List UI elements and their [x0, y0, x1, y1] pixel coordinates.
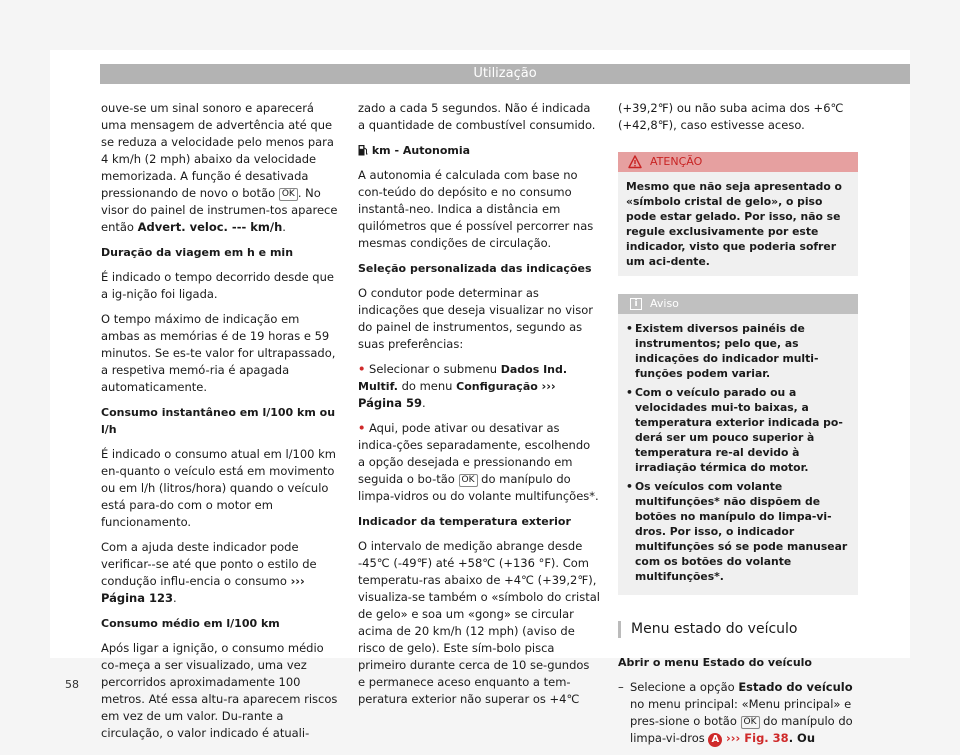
column-1	[101, 100, 341, 750]
paragraph: ouve-se um sinal sonoro e aparecerá uma mensagem de advertência até que se reduza a velocidade pelo menos para 4 km/h (2 mph) abaixo da velocidade memorizada. A função é desativada pressionando de novo o botão OK . No visor do painel de instrumen-tos aparece então Advert. veloc. --- km/h.	[101, 101, 338, 234]
info-list	[618, 314, 858, 595]
bullet-icon: •	[358, 421, 366, 435]
warning-triangle-icon	[628, 155, 642, 169]
info-item: • Os veículos com volante multifunções* não dispõem de botões no manípulo do limpa-vi-dros. Por isso, o indicador multifunções só se pode manusear com os botões do volante multifunções*.	[626, 479, 850, 584]
subheading: Indicador da temperatura exterior	[358, 515, 571, 528]
page	[50, 50, 910, 745]
paragraph: É indicado o tempo decorrido desde que a ig-nição foi ligada.	[101, 270, 334, 301]
subheading: km - Autonomia	[358, 142, 600, 159]
paragraph: O condutor pode determinar as indicações que deseja visualizar no visor do painel de instrumentos, segundo as suas preferências:	[358, 286, 594, 351]
paragraph: A autonomia é calculada com base no con-teúdo do depósito e no consumo instantâ-neo. Indica a distância em quilómetros que é possível percorrer nas mesmas condições de circulação.	[358, 168, 594, 250]
subheading: Consumo médio em l/100 km	[101, 617, 280, 630]
figure-link[interactable]: ››› Fig. 38	[726, 731, 789, 745]
ok-button-symbol: OK	[741, 716, 760, 729]
info-item: • Existem diversos painéis de instrumentos; pelo que, as indicações do indicador multi-funções podem variar.	[626, 321, 850, 381]
subheading: Abrir o menu Estado do veículo	[618, 656, 812, 669]
paragraph: Com a ajuda deste indicador pode verificar--se até que ponto o estilo de condução influ-encia o consumo ››› Página 123.	[101, 540, 317, 605]
warning-box	[618, 152, 858, 276]
paragraph: É indicado o consumo atual em l/100 km en-quanto o veículo está em movimento ou em l/h (litros/hora) quando o veículo está para-do com o motor em funcionamento.	[101, 447, 336, 529]
step-item: – Selecione a opção Estado do veículo no menu principal: «Menu principal» e pres-sione o botão OK do manípulo do limpa-vi-dros A ››› Fig. 38. Ou	[618, 679, 858, 747]
fuel-pump-icon	[358, 144, 368, 156]
page-header	[100, 64, 910, 84]
ok-button-symbol: OK	[279, 188, 298, 201]
info-box	[618, 294, 858, 595]
warning-text: Mesmo que não seja apresentado o «símbolo cristal de gelo», o piso pode estar gelado. Por isso, não se regule exclusivamente por este indicador, visto que poderia sofrer um aci-dente.	[626, 180, 842, 268]
paragraph: zado a cada 5 segundos. Não é indicada a quantidade de combustível consumido.	[358, 101, 596, 132]
list-item: • Aqui, pode ativar ou desativar as indica-ções separadamente, escolhendo a opção desejada e pressionando em seguida o bo-tão OK do manípulo do limpa-vidros ou do volante multifunções*.	[358, 421, 599, 503]
subheading: Duração da viagem em h e min	[101, 246, 294, 259]
page-number: 58	[65, 678, 79, 691]
subheading: Consumo instantâneo em l/100 km ou l/h	[101, 406, 336, 436]
bullet-icon: •	[358, 362, 366, 376]
section-title: Menu estado do veículo	[618, 621, 858, 638]
column-3	[618, 100, 858, 755]
page-link[interactable]: ››› Página 123	[101, 574, 305, 605]
ok-button-symbol: OK	[459, 474, 478, 487]
warning-header: ATENÇÃO	[618, 152, 858, 172]
paragraph: Após ligar a ignição, o consumo médio co-meça a ser visualizado, uma vez percorridos aproximadamente 100 metros. Até essa altu-ra aparecem riscos em vez de um valor. Du-rante a circulação, o valor indicado é atuali-	[101, 641, 338, 740]
paragraph: O tempo máximo de indicação em ambas as memórias é de 19 horas e 59 minutos. Se es-te valor for ultrapassado, a respetiva memó-ria é apagada automaticamente.	[101, 312, 336, 394]
header-title: Utilização	[473, 66, 537, 81]
paragraph: (+39,2℉) ou não suba acima dos +6℃ (+42,8℉), caso estivesse aceso.	[618, 101, 844, 132]
subheading: Seleção personalizada das indicações	[358, 262, 592, 275]
paragraph: O intervalo de medição abrange desde -45℃ (-49℉) até +58℃ (+136 °F). Com temperatu-ras abaixo de +4℃ (+39,2℉), visualiza-se também o «símbolo do cristal de gelo» e soa um «gong» se circular acima de 20 km/h (12 mph) (aviso de risco de gelo). Este sím-bolo pisca primeiro durante cerca de 10 se-gundos e permanece aceso enquanto a tem-peratura exterior não superar os +4℃	[358, 539, 600, 706]
info-item: • Com o veículo parado ou a velocidades mui-to baixas, a temperatura exterior indicada po-derá ser um pouco superior à temperatura re-al devido à irradiação térmica do motor.	[626, 385, 850, 475]
column-2	[358, 100, 600, 716]
info-icon: i	[630, 298, 642, 310]
info-header: i Aviso	[618, 294, 858, 314]
list-item: • Selecionar o submenu Dados Ind. Multif. do menu Configuração ››› Página 59.	[358, 362, 568, 410]
page-link[interactable]: ››› Página 59	[358, 379, 556, 410]
callout-a-icon: A	[708, 733, 722, 747]
